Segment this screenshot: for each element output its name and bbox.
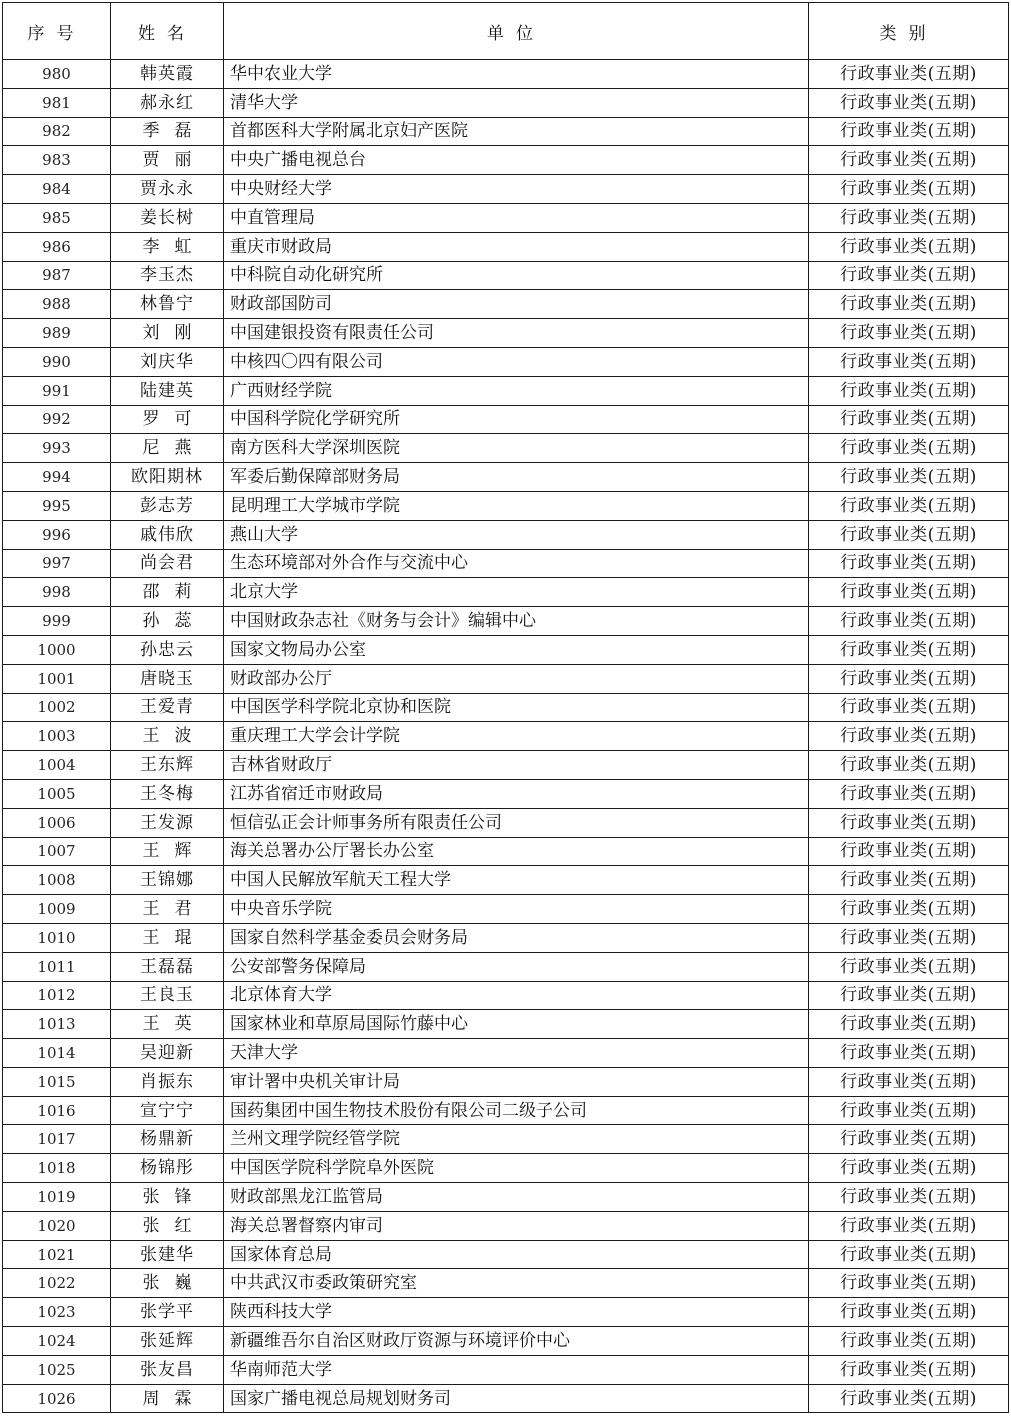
row-number: 1009 [3,895,111,924]
row-category: 行政事业类(五期) [809,1010,1009,1039]
row-unit: 华中农业大学 [224,60,809,89]
table-row [3,463,1009,492]
row-number: 994 [3,463,111,492]
row-unit: 重庆市财政局 [224,232,809,261]
row-category: 行政事业类(五期) [809,923,1009,952]
row-number: 999 [3,607,111,636]
table-row [3,117,1009,146]
table-row [3,1355,1009,1384]
row-unit: 广西财经学院 [224,376,809,405]
row-category: 行政事业类(五期) [809,1039,1009,1068]
row-number: 1000 [3,635,111,664]
row-name: 李玉杰 [111,261,224,290]
row-category: 行政事业类(五期) [809,549,1009,578]
row-number: 991 [3,376,111,405]
row-name: 杨锦彤 [111,1154,224,1183]
row-category: 行政事业类(五期) [809,117,1009,146]
row-category: 行政事业类(五期) [809,808,1009,837]
row-number: 995 [3,491,111,520]
row-number: 1008 [3,866,111,895]
header-category: 类别 [809,3,1009,60]
table-row [3,635,1009,664]
row-unit: 财政部国防司 [224,290,809,319]
row-number: 1012 [3,981,111,1010]
row-number: 1019 [3,1183,111,1212]
row-category: 行政事业类(五期) [809,1327,1009,1356]
table-row [3,1298,1009,1327]
row-category: 行政事业类(五期) [809,1240,1009,1269]
row-name: 吴迎新 [111,1039,224,1068]
table-row [3,146,1009,175]
row-category: 行政事业类(五期) [809,1125,1009,1154]
row-name: 张友昌 [111,1355,224,1384]
row-name: 王波 [111,722,224,751]
table-row [3,1096,1009,1125]
row-number: 1015 [3,1067,111,1096]
row-name: 王冬梅 [111,779,224,808]
row-category: 行政事业类(五期) [809,1298,1009,1327]
row-name: 贾丽 [111,146,224,175]
table-row [3,693,1009,722]
row-category: 行政事业类(五期) [809,319,1009,348]
row-unit: 中核四〇四有限公司 [224,347,809,376]
row-number: 1005 [3,779,111,808]
table-row [3,261,1009,290]
row-number: 1025 [3,1355,111,1384]
row-number: 982 [3,117,111,146]
row-unit: 吉林省财政厅 [224,751,809,780]
row-unit: 燕山大学 [224,520,809,549]
table-row [3,578,1009,607]
row-unit: 中央财经大学 [224,175,809,204]
row-category: 行政事业类(五期) [809,347,1009,376]
row-category: 行政事业类(五期) [809,203,1009,232]
table-row [3,290,1009,319]
row-unit: 中共武汉市委政策研究室 [224,1269,809,1298]
table-row [3,1240,1009,1269]
row-category: 行政事业类(五期) [809,376,1009,405]
row-name: 张学平 [111,1298,224,1327]
row-category: 行政事业类(五期) [809,1211,1009,1240]
row-category: 行政事业类(五期) [809,405,1009,434]
row-unit: 新疆维吾尔自治区财政厅资源与环境评价中心 [224,1327,809,1356]
row-name: 张锋 [111,1183,224,1212]
row-name: 张巍 [111,1269,224,1298]
row-number: 993 [3,434,111,463]
row-unit: 南方医科大学深圳医院 [224,434,809,463]
row-unit: 审计署中央机关审计局 [224,1067,809,1096]
table-row [3,808,1009,837]
row-number: 1007 [3,837,111,866]
row-category: 行政事业类(五期) [809,635,1009,664]
table-row [3,1010,1009,1039]
row-category: 行政事业类(五期) [809,751,1009,780]
row-unit: 中国科学院化学研究所 [224,405,809,434]
row-number: 1004 [3,751,111,780]
row-number: 1013 [3,1010,111,1039]
row-unit: 海关总署办公厅署长办公室 [224,837,809,866]
header-row [3,3,1009,60]
table-row [3,175,1009,204]
row-name: 王磊磊 [111,952,224,981]
row-name: 陆建英 [111,376,224,405]
row-name: 郝永红 [111,88,224,117]
row-category: 行政事业类(五期) [809,1384,1009,1413]
row-unit: 国家林业和草原局国际竹藤中心 [224,1010,809,1039]
row-category: 行政事业类(五期) [809,1154,1009,1183]
row-unit: 中央广播电视总台 [224,146,809,175]
header-unit: 单位 [224,3,809,60]
table-body [3,60,1009,1413]
row-category: 行政事业类(五期) [809,1355,1009,1384]
row-unit: 公安部警务保障局 [224,952,809,981]
row-number: 1017 [3,1125,111,1154]
table-row [3,1125,1009,1154]
row-name: 孙蕊 [111,607,224,636]
row-category: 行政事业类(五期) [809,491,1009,520]
row-number: 987 [3,261,111,290]
table-row [3,981,1009,1010]
row-unit: 中直管理局 [224,203,809,232]
table-row [3,895,1009,924]
row-name: 唐晓玉 [111,664,224,693]
row-category: 行政事业类(五期) [809,88,1009,117]
row-number: 981 [3,88,111,117]
row-category: 行政事业类(五期) [809,578,1009,607]
row-unit: 海关总署督察内审司 [224,1211,809,1240]
row-number: 980 [3,60,111,89]
row-name: 王辉 [111,837,224,866]
table-row [3,664,1009,693]
row-unit: 国家体育总局 [224,1240,809,1269]
row-unit: 恒信弘正会计师事务所有限责任公司 [224,808,809,837]
row-number: 1010 [3,923,111,952]
row-number: 1016 [3,1096,111,1125]
row-unit: 中央音乐学院 [224,895,809,924]
row-category: 行政事业类(五期) [809,520,1009,549]
table-row [3,1039,1009,1068]
row-number: 985 [3,203,111,232]
table-row [3,1327,1009,1356]
row-name: 尚会君 [111,549,224,578]
row-unit: 财政部办公厅 [224,664,809,693]
row-number: 997 [3,549,111,578]
row-unit: 中国财政杂志社《财务与会计》编辑中心 [224,607,809,636]
row-name: 贾永永 [111,175,224,204]
row-unit: 天津大学 [224,1039,809,1068]
row-unit: 中科院自动化研究所 [224,261,809,290]
row-name: 戚伟欣 [111,520,224,549]
row-category: 行政事业类(五期) [809,290,1009,319]
row-category: 行政事业类(五期) [809,779,1009,808]
row-unit: 北京大学 [224,578,809,607]
table-row [3,866,1009,895]
row-number: 1014 [3,1039,111,1068]
table-row [3,607,1009,636]
row-number: 984 [3,175,111,204]
row-name: 罗可 [111,405,224,434]
row-number: 986 [3,232,111,261]
row-category: 行政事业类(五期) [809,837,1009,866]
table-row [3,347,1009,376]
row-number: 996 [3,520,111,549]
row-category: 行政事业类(五期) [809,60,1009,89]
row-number: 1023 [3,1298,111,1327]
row-number: 1003 [3,722,111,751]
row-name: 王英 [111,1010,224,1039]
row-category: 行政事业类(五期) [809,895,1009,924]
row-unit: 军委后勤保障部财务局 [224,463,809,492]
table-row [3,88,1009,117]
row-number: 1018 [3,1154,111,1183]
row-name: 杨鼎新 [111,1125,224,1154]
row-unit: 昆明理工大学城市学院 [224,491,809,520]
row-category: 行政事业类(五期) [809,1096,1009,1125]
table-row [3,837,1009,866]
row-number: 1002 [3,693,111,722]
row-name: 宣宁宁 [111,1096,224,1125]
row-name: 王良玉 [111,981,224,1010]
table-row [3,520,1009,549]
row-category: 行政事业类(五期) [809,1067,1009,1096]
table-row [3,1183,1009,1212]
row-number: 983 [3,146,111,175]
row-name: 周霖 [111,1384,224,1413]
row-name: 张红 [111,1211,224,1240]
table-row [3,1154,1009,1183]
table-row [3,491,1009,520]
row-name: 欧阳期林 [111,463,224,492]
row-category: 行政事业类(五期) [809,952,1009,981]
row-name: 李虹 [111,232,224,261]
table-row [3,319,1009,348]
row-name: 姜长树 [111,203,224,232]
row-category: 行政事业类(五期) [809,232,1009,261]
row-name: 王东辉 [111,751,224,780]
table-row [3,1269,1009,1298]
row-unit: 中国医学院科学院阜外医院 [224,1154,809,1183]
table-row [3,1384,1009,1413]
row-number: 992 [3,405,111,434]
row-name: 王君 [111,895,224,924]
row-name: 尼燕 [111,434,224,463]
row-category: 行政事业类(五期) [809,1269,1009,1298]
row-category: 行政事业类(五期) [809,866,1009,895]
row-number: 1026 [3,1384,111,1413]
table-row [3,751,1009,780]
row-unit: 国药集团中国生物技术股份有限公司二级子公司 [224,1096,809,1125]
table-row [3,203,1009,232]
row-number: 1001 [3,664,111,693]
table-row [3,779,1009,808]
row-category: 行政事业类(五期) [809,981,1009,1010]
row-name: 邵莉 [111,578,224,607]
row-number: 1020 [3,1211,111,1240]
row-name: 王锦娜 [111,866,224,895]
row-name: 王爱青 [111,693,224,722]
row-unit: 兰州文理学院经管学院 [224,1125,809,1154]
row-name: 肖振东 [111,1067,224,1096]
row-category: 行政事业类(五期) [809,463,1009,492]
row-name: 刘刚 [111,319,224,348]
row-category: 行政事业类(五期) [809,664,1009,693]
row-unit: 重庆理工大学会计学院 [224,722,809,751]
row-unit: 生态环境部对外合作与交流中心 [224,549,809,578]
table-row [3,434,1009,463]
row-category: 行政事业类(五期) [809,175,1009,204]
row-unit: 财政部黑龙江监管局 [224,1183,809,1212]
row-number: 988 [3,290,111,319]
row-unit: 陕西科技大学 [224,1298,809,1327]
table-row [3,722,1009,751]
row-unit: 江苏省宿迁市财政局 [224,779,809,808]
row-number: 1022 [3,1269,111,1298]
header-name: 姓名 [111,3,224,60]
row-category: 行政事业类(五期) [809,261,1009,290]
row-category: 行政事业类(五期) [809,146,1009,175]
table-header [3,3,1009,60]
roster-table [2,2,1009,1413]
table-row [3,1211,1009,1240]
table-row [3,923,1009,952]
table-row [3,952,1009,981]
row-name: 孙忠云 [111,635,224,664]
row-name: 王发源 [111,808,224,837]
row-number: 1006 [3,808,111,837]
row-unit: 华南师范大学 [224,1355,809,1384]
table-row [3,549,1009,578]
row-category: 行政事业类(五期) [809,434,1009,463]
table-row [3,1067,1009,1096]
row-unit: 首都医科大学附属北京妇产医院 [224,117,809,146]
header-no: 序号 [3,3,111,60]
row-unit: 国家文物局办公室 [224,635,809,664]
row-unit: 清华大学 [224,88,809,117]
table-row [3,405,1009,434]
row-unit: 中国人民解放军航天工程大学 [224,866,809,895]
row-number: 1021 [3,1240,111,1269]
row-category: 行政事业类(五期) [809,607,1009,636]
row-name: 张建华 [111,1240,224,1269]
row-name: 张延辉 [111,1327,224,1356]
row-name: 林鲁宁 [111,290,224,319]
row-name: 刘庆华 [111,347,224,376]
row-name: 季磊 [111,117,224,146]
row-name: 王琨 [111,923,224,952]
row-unit: 国家自然科学基金委员会财务局 [224,923,809,952]
row-unit: 中国建银投资有限责任公司 [224,319,809,348]
row-name: 彭志芳 [111,491,224,520]
row-number: 998 [3,578,111,607]
row-unit: 北京体育大学 [224,981,809,1010]
row-number: 1024 [3,1327,111,1356]
row-number: 990 [3,347,111,376]
table-row [3,232,1009,261]
row-name: 韩英霞 [111,60,224,89]
row-number: 989 [3,319,111,348]
row-category: 行政事业类(五期) [809,1183,1009,1212]
row-number: 1011 [3,952,111,981]
table-row [3,376,1009,405]
row-unit: 中国医学科学院北京协和医院 [224,693,809,722]
row-unit: 国家广播电视总局规划财务司 [224,1384,809,1413]
row-category: 行政事业类(五期) [809,693,1009,722]
table-row [3,60,1009,89]
row-category: 行政事业类(五期) [809,722,1009,751]
